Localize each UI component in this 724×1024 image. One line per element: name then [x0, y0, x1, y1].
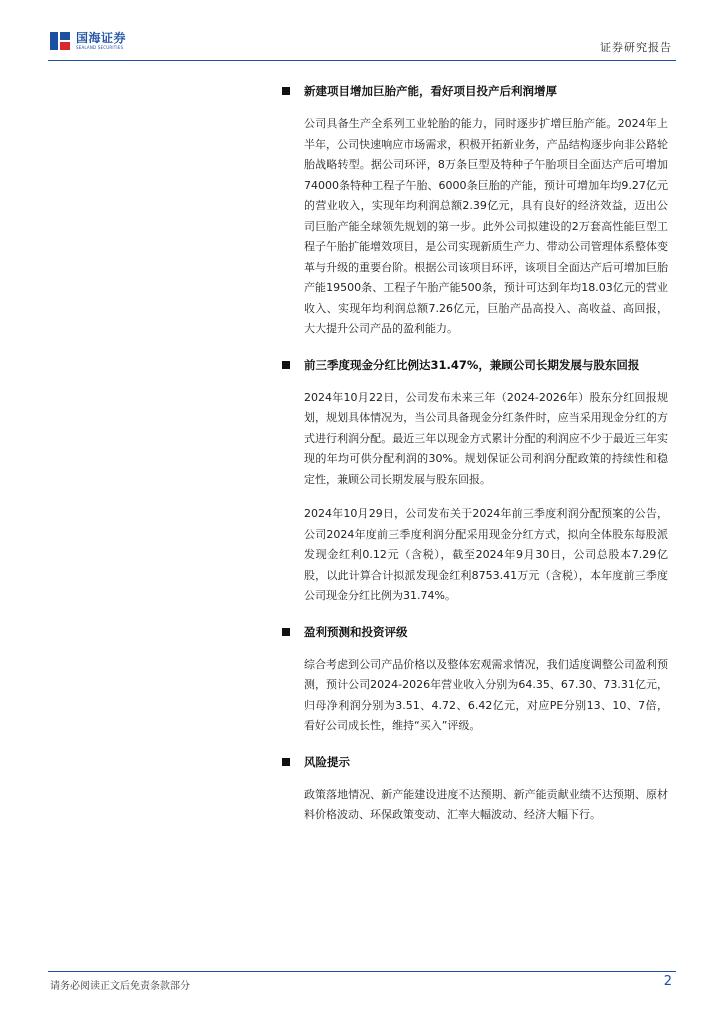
paragraph: 2024年10月22日，公司发布未来三年（2024-2026年）股东分红回报规划，规划具体情况为，当公司具备现金分红条件时，应当采用现金分红的方式进行利润分配。最近三年以现金方式累计分配的利润应不少于最近三年实现的年均可供分配利润的30%。规划保证公司利润分配政策的持续性和稳定性，兼顾公司长期发展与股东回报。 — [304, 390, 668, 486]
report-type: 证券研究报告 — [600, 41, 672, 54]
disclaimer-note: 请务必阅读正文后免责条款部分 — [50, 981, 190, 992]
paragraph: 综合考虑到公司产品价格以及整体宏观需求情况，我们适度调整公司盈利预测，预计公司2024-2026年营业收入分别为64.35、67.30、73.31亿元，归母净利润分别为3.51、4.72、6.42亿元，对应PE分别13、10、7倍，看好公司成长性，维持“买入”评级。 — [304, 657, 668, 732]
section-title: 风险提示 — [304, 754, 350, 769]
footer-divider — [48, 971, 676, 972]
paragraph: 政策落地情况、新产能建设进度不达预期、新产能贡献业绩不达预期、原材料价格波动、环保政策变动、汇率大幅波动、经济大幅下行。 — [304, 787, 668, 821]
paragraph: 公司具备生产全系列工业轮胎的能力，同时逐步扩增巨胎产能。2024年上半年，公司快速响应市场需求，积极开拓新业务，产品结构逐步向非公路轮胎战略转型。据公司环评，8万条巨型及特种子午胎项目全面达产后可增加74000条特种工程子午胎、6000条巨胎的产能，预计可增加年均9.27亿元的营业收入，实现年均利润总额2.39亿元，具有良好的经济效益，迈出公司巨胎产能全球领先规划的第一步。此外公司拟建设的2万套高性能巨型工程子午胎扩能增效项目，是公司实现新质生产力、带动公司管理体系整体变革与升级的重要台阶。根据公司该项目环评，该项目全面达产后可增加巨胎产能19500条、工程子午胎产能500条，预计可达到年均18.03亿元的营业收入、实现年均利润总额7.26亿元，巨胎产品高投入、高收益、高回报，大大提升公司产品的盈利能力。 — [304, 117, 668, 335]
logo-name-en: SEALAND SECURITIES — [76, 45, 124, 50]
section-dividend — [282, 354, 682, 607]
header-divider — [48, 60, 676, 61]
report-body — [282, 80, 682, 826]
bullet-square-icon — [282, 361, 290, 369]
section-risk — [282, 751, 682, 826]
bullet-square-icon — [282, 628, 290, 636]
section-new-projects — [282, 80, 682, 340]
logo-mark-icon — [50, 30, 72, 52]
page-header — [0, 0, 724, 62]
section-forecast-rating — [282, 621, 682, 737]
bullet-square-icon — [282, 758, 290, 766]
logo-name-cn: 国海证券 — [76, 31, 127, 45]
page-number: 2 — [663, 974, 672, 989]
section-title: 新建项目增加巨胎产能，看好项目投产后利润增厚 — [304, 84, 557, 98]
bullet-square-icon — [282, 87, 290, 95]
section-title: 前三季度现金分红比例达31.47%，兼顾公司长期发展与股东回报 — [304, 357, 640, 372]
section-title: 盈利预测和投资评级 — [304, 624, 408, 639]
paragraph: 2024年10月29日，公司发布关于2024年前三季度利润分配预案的公告，公司2024年度前三季度利润分配采用现金分红方式，拟向全体股东每股派发现金红利0.12元（含税），截至2024年9月30日，公司总股本7.29亿股，以此计算合计拟派发现金红利8753.41万元（含税），本年度前三季度公司现金分红比例为31.74%。 — [304, 507, 668, 602]
company-logo — [50, 30, 126, 52]
